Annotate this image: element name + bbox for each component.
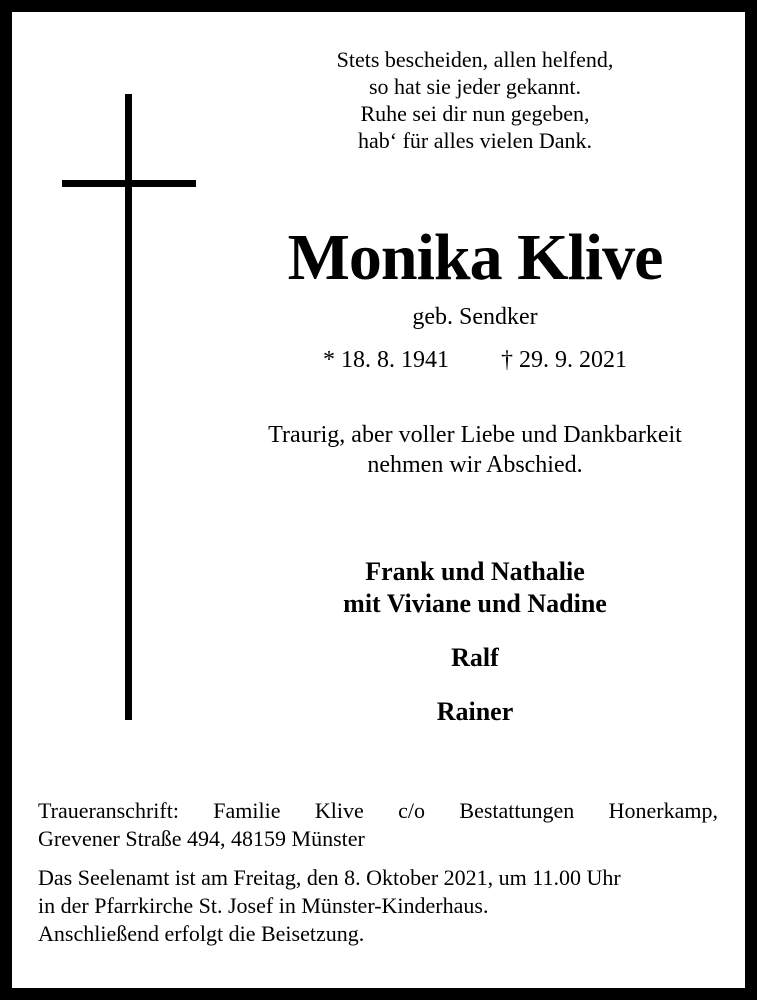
death-date: † 29. 9. 2021 xyxy=(501,347,627,373)
poem-line: hab‘ für alles vielen Dank. xyxy=(358,128,592,153)
farewell-line: Traurig, aber voller Liebe und Dankbarkeit xyxy=(268,422,682,448)
birth-date: * 18. 8. 1941 xyxy=(323,347,449,373)
mourners-group xyxy=(230,556,720,620)
address-line: Grevener Straße 494, 48159 Münster xyxy=(38,826,365,851)
deceased-name: Monika Klive xyxy=(287,221,663,294)
mourning-address xyxy=(38,797,718,853)
service-info xyxy=(38,864,718,948)
memorial-poem xyxy=(230,46,720,154)
mourner-line: Frank und Nathalie xyxy=(365,557,585,586)
cross-horizontal-beam xyxy=(62,180,196,187)
farewell-text xyxy=(230,420,720,480)
farewell-line: nehmen wir Abschied. xyxy=(367,452,583,478)
mourner-line: mit Viviane und Nadine xyxy=(343,589,607,618)
mourner-rainer: Rainer xyxy=(436,697,514,726)
poem-line: so hat sie jeder gekannt. xyxy=(369,74,581,99)
address-line: Traueranschrift: Familie Klive c/o Bestattungen Honerkamp, xyxy=(38,798,718,823)
life-dates xyxy=(230,345,720,375)
poem-line: Ruhe sei dir nun gegeben, xyxy=(360,101,590,126)
service-line: Anschließend erfolgt die Beisetzung. xyxy=(38,921,365,946)
service-line: in der Pfarrkirche St. Josef in Münster-Kinderhaus. xyxy=(38,893,489,918)
service-line: Das Seelenamt ist am Freitag, den 8. Oktober 2021, um 11.00 Uhr xyxy=(38,865,621,890)
mourner-ralf: Ralf xyxy=(451,643,499,672)
poem-line: Stets bescheiden, allen helfend, xyxy=(336,47,614,72)
cross-vertical-beam xyxy=(125,94,132,720)
maiden-name: geb. Sendker xyxy=(412,304,538,330)
